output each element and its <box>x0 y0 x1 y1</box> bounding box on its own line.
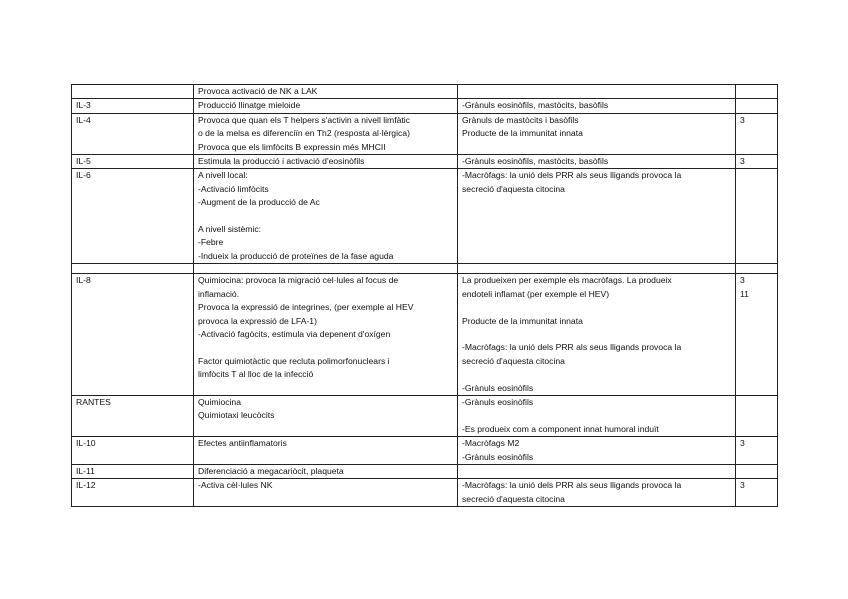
reference-cell <box>736 395 778 436</box>
cytokine-name-cell <box>72 264 194 274</box>
reference-cell <box>736 99 778 113</box>
cytokine-name-cell: RANTES <box>72 395 194 436</box>
source-cell: -Grànuls eosinòfils -Es produeix com a component innat humoral induït <box>458 395 736 436</box>
table-row <box>72 274 778 396</box>
table-row <box>72 169 778 264</box>
function-cell: Provoca activació de NK a LAK <box>194 85 458 99</box>
source-cell <box>458 264 736 274</box>
function-cell: Producció llinatge mieloide <box>194 99 458 113</box>
reference-cell: 3 <box>736 113 778 154</box>
function-cell <box>194 264 458 274</box>
table-row <box>72 113 778 154</box>
table-row <box>72 437 778 465</box>
reference-cell: 3 <box>736 155 778 169</box>
cytokine-name-cell: IL-10 <box>72 437 194 465</box>
cytokine-name-cell: IL-3 <box>72 99 194 113</box>
source-cell: Grànuls de mastòcits i basòfils Producte de la immunitat innata <box>458 113 736 154</box>
function-cell: Provoca que quan els T helpers s'activin a nivell limfàtic o de la melsa es diferenciïn en Th2 (resposta al·lèrgica) Provoca que els limfòcits B expressin més MHCII <box>194 113 458 154</box>
table-row <box>72 155 778 169</box>
source-cell: -Macròfags M2 -Grànuls eosinòfils <box>458 437 736 465</box>
source-cell: La produeixen per exemple els macròfags. La produeix endoteli inflamat (per exemple el HEV) Producte de la immunitat innata -Macròfags: la unió dels PRR als seus lligands provoca la secreció d'aquesta citocina -Grànuls eosinòfils <box>458 274 736 396</box>
function-cell: A nivell local: -Activació limfòcits -Augment de la producció de Ac A nivell sistèmic: -Febre -Indueix la producció de proteïnes de la fase aguda <box>194 169 458 264</box>
reference-cell <box>736 169 778 264</box>
cytokine-table <box>71 84 778 507</box>
table-row <box>72 479 778 507</box>
function-cell: Quimiocina Quimiotaxi leucòcits <box>194 395 458 436</box>
source-cell <box>458 85 736 99</box>
function-cell: Diferenciació a megacariòcit, plaqueta <box>194 464 458 478</box>
cytokine-name-cell: IL-12 <box>72 479 194 507</box>
reference-cell: 3 <box>736 479 778 507</box>
table-row <box>72 464 778 478</box>
source-cell: -Macròfags: la unió dels PRR als seus lligands provoca la secreció d'aquesta citocina <box>458 479 736 507</box>
cytokine-name-cell: IL-8 <box>72 274 194 396</box>
reference-cell <box>736 85 778 99</box>
function-cell: -Activa cèl·lules NK <box>194 479 458 507</box>
cytokine-name-cell: IL-6 <box>72 169 194 264</box>
table-row <box>72 85 778 99</box>
table-row <box>72 395 778 436</box>
reference-cell <box>736 464 778 478</box>
cytokine-name-cell: IL-11 <box>72 464 194 478</box>
reference-cell: 3 <box>736 437 778 465</box>
source-cell: -Grànuls eosinòfils, mastòcits, basòfils <box>458 155 736 169</box>
source-cell: -Grànuls eosinòfils, mastòcits, basòfils <box>458 99 736 113</box>
function-cell: Efectes antiinflamatoris <box>194 437 458 465</box>
source-cell <box>458 464 736 478</box>
reference-cell <box>736 264 778 274</box>
cytokine-name-cell: IL-4 <box>72 113 194 154</box>
source-cell: -Macròfags: la unió dels PRR als seus lligands provoca la secreció d'aquesta citocina <box>458 169 736 264</box>
cytokine-name-cell <box>72 85 194 99</box>
function-cell: Quimiocina: provoca la migració cel·lules al focus de inflamació. Provoca la expressió de integrines, (per exemple al HEV provoca la expressió de LFA-1) -Activació fagòcits, estimula via depenent d'oxígen Factor quimiotàctic que recluta polimorfonuclears i limfòcits T al lloc de la infecció <box>194 274 458 396</box>
cytokine-name-cell: IL-5 <box>72 155 194 169</box>
table-row <box>72 99 778 113</box>
function-cell: Estimula la producció i activació d'eosinòfils <box>194 155 458 169</box>
table-row <box>72 264 778 274</box>
reference-cell: 3 11 <box>736 274 778 396</box>
